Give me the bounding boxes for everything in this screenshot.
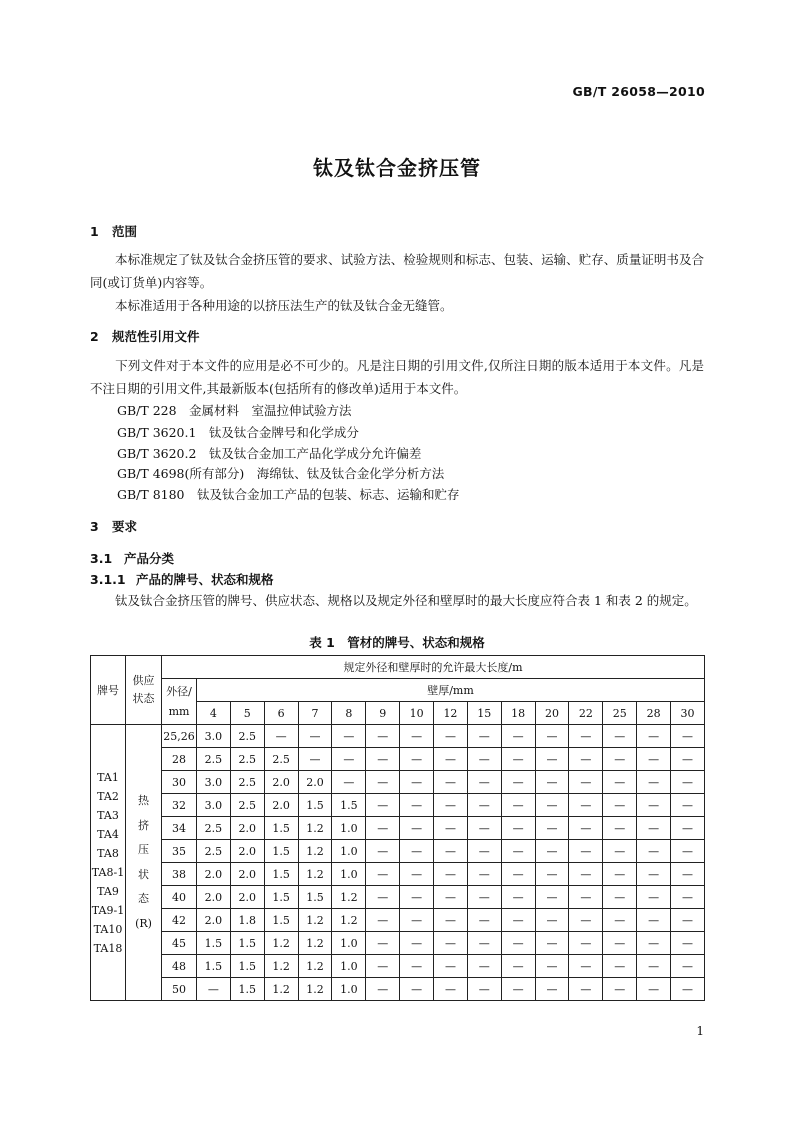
max-length-cell: —: [467, 932, 501, 955]
max-length-cell: —: [535, 886, 569, 909]
header-text: mm: [168, 704, 190, 718]
section-number: 3: [90, 519, 99, 534]
state-char: 态: [138, 892, 149, 905]
section-title: 要求: [112, 519, 138, 534]
table-row: [91, 909, 705, 932]
reference-item: GB/T 8180 钛及钛合金加工产品的包装、标志、运输和贮存: [117, 487, 460, 502]
reference-item: GB/T 4698(所有部分) 海绵钛、钛及钛合金化学分析方法: [117, 466, 445, 481]
max-length-cell: —: [366, 817, 400, 840]
grade-item: TA2: [97, 789, 119, 803]
section-title: 范围: [112, 224, 138, 239]
max-length-cell: —: [434, 978, 468, 1001]
max-length-cell: 2.0: [230, 840, 264, 863]
max-length-cell: —: [501, 794, 535, 817]
table-row: [91, 886, 705, 909]
header-text: 状态: [132, 692, 155, 705]
max-length-cell: —: [366, 932, 400, 955]
max-length-cell: —: [434, 863, 468, 886]
table-row: [91, 794, 705, 817]
max-length-cell: —: [332, 771, 366, 794]
max-length-cell: 2.5: [230, 794, 264, 817]
max-length-cell: —: [569, 955, 603, 978]
max-length-cell: —: [400, 794, 434, 817]
outer-diameter-cell: 25,26: [162, 725, 197, 748]
paragraph-text: 本标准规定了钛及钛合金挤压管的要求、试验方法、检验规则和标志、包装、运输、贮存、质量证明书及合同(或订货单)内容等。: [90, 252, 704, 290]
max-length-cell: —: [569, 771, 603, 794]
max-length-cell: 1.2: [298, 817, 332, 840]
max-length-cell: —: [501, 771, 535, 794]
max-length-cell: —: [467, 748, 501, 771]
max-length-cell: —: [671, 909, 705, 932]
grade-item: TA8: [97, 846, 119, 860]
max-length-cell: —: [535, 725, 569, 748]
max-length-cell: —: [332, 748, 366, 771]
wall-thickness-cell: 5: [230, 702, 264, 725]
wall-thickness-cell: 28: [637, 702, 671, 725]
grade-item: TA3: [97, 808, 119, 822]
max-length-cell: —: [434, 955, 468, 978]
max-length-cell: —: [366, 771, 400, 794]
paragraph-text: 本标准适用于各种用途的以挤压法生产的钛及钛合金无缝管。: [115, 298, 453, 313]
max-length-cell: 1.5: [264, 840, 298, 863]
table-row: [91, 771, 705, 794]
max-length-cell: —: [434, 840, 468, 863]
max-length-cell: 1.5: [264, 817, 298, 840]
max-length-cell: —: [671, 886, 705, 909]
max-length-cell: —: [603, 863, 637, 886]
max-length-cell: —: [637, 932, 671, 955]
max-length-cell: —: [467, 863, 501, 886]
document-title: 钛及钛合金挤压管: [313, 156, 481, 180]
section-number: 3.1: [90, 551, 113, 566]
max-length-cell: —: [467, 817, 501, 840]
max-length-cell: —: [637, 817, 671, 840]
max-length-cell: 2.5: [197, 840, 231, 863]
grade-header: 牌号: [91, 656, 126, 725]
max-length-cell: —: [366, 955, 400, 978]
outer-diameter-cell: 32: [162, 794, 197, 817]
max-length-cell: 2.0: [230, 817, 264, 840]
outer-diameter-cell: 50: [162, 978, 197, 1001]
max-length-cell: 1.0: [332, 978, 366, 1001]
max-length-cell: —: [366, 840, 400, 863]
max-length-cell: —: [434, 725, 468, 748]
max-length-cell: 2.5: [230, 771, 264, 794]
max-length-cell: —: [366, 863, 400, 886]
section-number: 1: [90, 224, 99, 239]
max-length-cell: —: [637, 863, 671, 886]
max-length-cell: —: [400, 725, 434, 748]
max-length-cell: —: [569, 909, 603, 932]
max-length-cell: 2.5: [197, 748, 231, 771]
outer-diameter-cell: 40: [162, 886, 197, 909]
max-length-cell: 1.0: [332, 955, 366, 978]
max-length-cell: —: [569, 794, 603, 817]
wall-thickness-cell: 15: [467, 702, 501, 725]
max-length-cell: —: [434, 886, 468, 909]
max-length-header: 规定外径和壁厚时的允许最大长度/m: [162, 656, 705, 679]
max-length-cell: —: [298, 748, 332, 771]
max-length-cell: 1.0: [332, 840, 366, 863]
max-length-cell: —: [366, 978, 400, 1001]
outer-diameter-header: [162, 679, 197, 725]
max-length-cell: —: [637, 748, 671, 771]
max-length-cell: —: [400, 748, 434, 771]
wall-thickness-cell: 10: [400, 702, 434, 725]
max-length-cell: 1.5: [230, 978, 264, 1001]
max-length-cell: —: [366, 909, 400, 932]
max-length-cell: —: [637, 794, 671, 817]
max-length-cell: —: [366, 794, 400, 817]
wall-thickness-cell: 18: [501, 702, 535, 725]
max-length-cell: 1.2: [264, 978, 298, 1001]
max-length-cell: 2.0: [298, 771, 332, 794]
max-length-cell: —: [434, 932, 468, 955]
max-length-cell: 1.2: [298, 863, 332, 886]
max-length-cell: —: [434, 794, 468, 817]
max-length-cell: —: [366, 886, 400, 909]
max-length-cell: 1.5: [197, 955, 231, 978]
max-length-cell: —: [535, 817, 569, 840]
max-length-cell: —: [535, 771, 569, 794]
max-length-cell: —: [671, 771, 705, 794]
wall-thickness-cell: 4: [197, 702, 231, 725]
grade-item: TA9-1: [91, 903, 125, 917]
max-length-cell: —: [671, 932, 705, 955]
supply-state-cell: [126, 725, 162, 1001]
max-length-cell: 1.5: [298, 794, 332, 817]
section-number: 2: [90, 329, 99, 344]
max-length-cell: 1.2: [298, 978, 332, 1001]
max-length-cell: —: [637, 725, 671, 748]
grade-item: TA4: [97, 827, 119, 841]
max-length-cell: —: [467, 886, 501, 909]
max-length-cell: —: [535, 863, 569, 886]
max-length-cell: —: [467, 794, 501, 817]
max-length-cell: 1.2: [332, 909, 366, 932]
max-length-cell: —: [603, 771, 637, 794]
section-1-paragraph-1: [90, 248, 704, 294]
section-1-paragraph-2: [90, 294, 704, 317]
paragraph-text: 钛及钛合金挤压管的牌号、供应状态、规格以及规定外径和壁厚时的最大长度应符合表 1 和表 2 的规定。: [115, 593, 697, 608]
max-length-cell: 3.0: [197, 771, 231, 794]
max-length-cell: 2.0: [197, 909, 231, 932]
max-length-cell: —: [671, 863, 705, 886]
max-length-cell: —: [535, 840, 569, 863]
max-length-cell: 2.5: [230, 725, 264, 748]
max-length-cell: 1.8: [230, 909, 264, 932]
max-length-cell: —: [467, 840, 501, 863]
outer-diameter-cell: 34: [162, 817, 197, 840]
subsection-3-1-1-heading: [90, 570, 274, 588]
max-length-cell: —: [197, 978, 231, 1001]
wall-thickness-header: 壁厚/mm: [197, 679, 705, 702]
outer-diameter-cell: 45: [162, 932, 197, 955]
table-row: [91, 863, 705, 886]
max-length-cell: 1.5: [298, 886, 332, 909]
wall-thickness-cell: 25: [603, 702, 637, 725]
max-length-cell: —: [671, 840, 705, 863]
section-1-heading: [90, 222, 137, 240]
section-3-heading: [90, 517, 137, 535]
max-length-cell: —: [569, 725, 603, 748]
reference-item: GB/T 3620.1 钛及钛合金牌号和化学成分: [117, 425, 359, 440]
state-char: 状: [138, 867, 149, 881]
section-title: 产品的牌号、状态和规格: [136, 572, 274, 587]
grade-item: TA18: [93, 941, 123, 955]
table-row: [91, 955, 705, 978]
max-length-cell: 1.2: [298, 932, 332, 955]
max-length-cell: 2.0: [264, 794, 298, 817]
max-length-cell: —: [400, 909, 434, 932]
section-3-paragraph: [90, 589, 704, 612]
max-length-cell: —: [637, 886, 671, 909]
max-length-cell: —: [366, 725, 400, 748]
max-length-cell: 2.5: [264, 748, 298, 771]
wall-thickness-cell: 22: [569, 702, 603, 725]
section-2-heading: [90, 327, 200, 345]
state-char: 压: [138, 843, 149, 856]
max-length-cell: —: [603, 955, 637, 978]
max-length-cell: —: [603, 725, 637, 748]
max-length-cell: 1.0: [332, 863, 366, 886]
max-length-cell: —: [637, 978, 671, 1001]
max-length-cell: —: [569, 978, 603, 1001]
grade-list-cell: [91, 725, 126, 1001]
max-length-cell: 1.5: [230, 932, 264, 955]
max-length-cell: —: [434, 909, 468, 932]
max-length-cell: 1.5: [264, 886, 298, 909]
max-length-cell: 1.5: [197, 932, 231, 955]
wall-thickness-cell: 20: [535, 702, 569, 725]
table-row: [91, 978, 705, 1001]
max-length-cell: —: [603, 932, 637, 955]
wall-thickness-cell: 9: [366, 702, 400, 725]
max-length-cell: —: [603, 909, 637, 932]
max-length-cell: —: [535, 794, 569, 817]
max-length-cell: —: [400, 771, 434, 794]
outer-diameter-cell: 48: [162, 955, 197, 978]
max-length-cell: 1.0: [332, 932, 366, 955]
max-length-cell: —: [535, 955, 569, 978]
max-length-cell: —: [671, 978, 705, 1001]
table-row: [91, 932, 705, 955]
max-length-cell: 2.0: [264, 771, 298, 794]
max-length-cell: —: [400, 955, 434, 978]
max-length-cell: —: [501, 748, 535, 771]
max-length-cell: 1.5: [332, 794, 366, 817]
state-char: 热: [138, 794, 149, 807]
max-length-cell: 2.5: [230, 748, 264, 771]
max-length-cell: 1.2: [264, 955, 298, 978]
max-length-cell: 2.0: [197, 886, 231, 909]
grade-item: TA9: [97, 884, 119, 898]
max-length-cell: —: [535, 748, 569, 771]
table-caption: 表 1 管材的牌号、状态和规格: [309, 635, 485, 650]
max-length-cell: 1.2: [298, 955, 332, 978]
section-2-intro: [90, 354, 704, 400]
max-length-cell: —: [400, 932, 434, 955]
max-length-cell: —: [501, 909, 535, 932]
max-length-cell: —: [434, 771, 468, 794]
max-length-cell: —: [535, 978, 569, 1001]
max-length-cell: 1.0: [332, 817, 366, 840]
max-length-cell: —: [501, 978, 535, 1001]
section-title: 产品分类: [124, 551, 175, 566]
max-length-cell: 1.5: [264, 909, 298, 932]
max-length-cell: —: [400, 840, 434, 863]
max-length-cell: —: [637, 840, 671, 863]
max-length-cell: —: [501, 886, 535, 909]
state-header: [126, 656, 162, 725]
table-row: [91, 725, 705, 748]
state-char: (R): [135, 916, 152, 930]
table-row: [91, 840, 705, 863]
max-length-cell: —: [467, 978, 501, 1001]
wall-thickness-cell: 6: [264, 702, 298, 725]
table-header-row: [91, 656, 705, 679]
state-char: 挤: [138, 818, 149, 832]
table-row: [91, 748, 705, 771]
max-length-cell: 2.0: [197, 863, 231, 886]
max-length-cell: —: [501, 955, 535, 978]
max-length-cell: —: [434, 817, 468, 840]
max-length-cell: —: [603, 794, 637, 817]
grade-item: TA8-1: [91, 865, 125, 879]
max-length-cell: —: [671, 725, 705, 748]
paragraph-text: 下列文件对于本文件的应用是必不可少的。凡是注日期的引用文件,仅所注日期的版本适用于本文件。凡是不注日期的引用文件,其最新版本(包括所有的修改单)适用于本文件。: [90, 358, 704, 396]
max-length-cell: —: [603, 978, 637, 1001]
max-length-cell: —: [400, 817, 434, 840]
max-length-cell: —: [637, 955, 671, 978]
wall-thickness-cell: 12: [434, 702, 468, 725]
max-length-cell: —: [637, 909, 671, 932]
max-length-cell: —: [501, 817, 535, 840]
max-length-cell: 1.2: [264, 932, 298, 955]
max-length-cell: —: [603, 886, 637, 909]
max-length-cell: —: [569, 817, 603, 840]
wall-thickness-cell: 7: [298, 702, 332, 725]
page-number: 1: [696, 1024, 704, 1038]
max-length-cell: —: [569, 748, 603, 771]
max-length-cell: —: [569, 932, 603, 955]
max-length-cell: —: [637, 771, 671, 794]
max-length-cell: 1.2: [332, 886, 366, 909]
max-length-cell: —: [501, 725, 535, 748]
max-length-cell: —: [671, 748, 705, 771]
header-text: 外径/: [166, 684, 192, 698]
max-length-cell: —: [569, 840, 603, 863]
max-length-cell: —: [400, 863, 434, 886]
section-number: 3.1.1: [90, 572, 126, 587]
max-length-cell: 1.5: [230, 955, 264, 978]
max-length-cell: —: [603, 817, 637, 840]
table-row: [91, 817, 705, 840]
outer-diameter-cell: 38: [162, 863, 197, 886]
subsection-3-1-heading: [90, 549, 174, 567]
grade-item: TA1: [97, 770, 119, 784]
reference-item: GB/T 3620.2 钛及钛合金加工产品化学成分允许偏差: [117, 446, 422, 461]
max-length-cell: —: [671, 955, 705, 978]
max-length-cell: —: [535, 932, 569, 955]
max-length-cell: —: [467, 909, 501, 932]
max-length-cell: —: [434, 748, 468, 771]
max-length-cell: 1.5: [264, 863, 298, 886]
max-length-cell: —: [501, 840, 535, 863]
outer-diameter-cell: 35: [162, 840, 197, 863]
max-length-cell: —: [467, 955, 501, 978]
max-length-cell: 3.0: [197, 794, 231, 817]
reference-item: GB/T 228 金属材料 室温拉伸试验方法: [117, 403, 352, 418]
section-title: 规范性引用文件: [112, 329, 200, 344]
max-length-cell: 1.2: [298, 909, 332, 932]
max-length-cell: 1.2: [298, 840, 332, 863]
outer-diameter-cell: 42: [162, 909, 197, 932]
outer-diameter-cell: 30: [162, 771, 197, 794]
max-length-cell: —: [569, 886, 603, 909]
max-length-cell: —: [400, 886, 434, 909]
grade-item: TA10: [93, 922, 123, 936]
max-length-cell: —: [671, 794, 705, 817]
max-length-cell: —: [332, 725, 366, 748]
max-length-cell: —: [264, 725, 298, 748]
max-length-cell: —: [298, 725, 332, 748]
max-length-cell: —: [501, 863, 535, 886]
max-length-cell: —: [603, 748, 637, 771]
max-length-cell: 2.0: [230, 863, 264, 886]
max-length-cell: —: [467, 725, 501, 748]
max-length-cell: —: [366, 748, 400, 771]
header-text: 供应: [132, 674, 155, 687]
max-length-cell: 2.0: [230, 886, 264, 909]
max-length-cell: —: [400, 978, 434, 1001]
max-length-cell: 2.5: [197, 817, 231, 840]
max-length-cell: —: [671, 817, 705, 840]
spec-table: [90, 655, 705, 1001]
standard-code: GB/T 26058—2010: [572, 84, 705, 99]
table-header-row: [91, 679, 705, 702]
max-length-cell: —: [603, 840, 637, 863]
max-length-cell: —: [569, 863, 603, 886]
max-length-cell: —: [535, 909, 569, 932]
max-length-cell: —: [467, 771, 501, 794]
wall-thickness-cell: 30: [671, 702, 705, 725]
wall-thickness-cell: 8: [332, 702, 366, 725]
outer-diameter-cell: 28: [162, 748, 197, 771]
max-length-cell: 3.0: [197, 725, 231, 748]
max-length-cell: —: [501, 932, 535, 955]
